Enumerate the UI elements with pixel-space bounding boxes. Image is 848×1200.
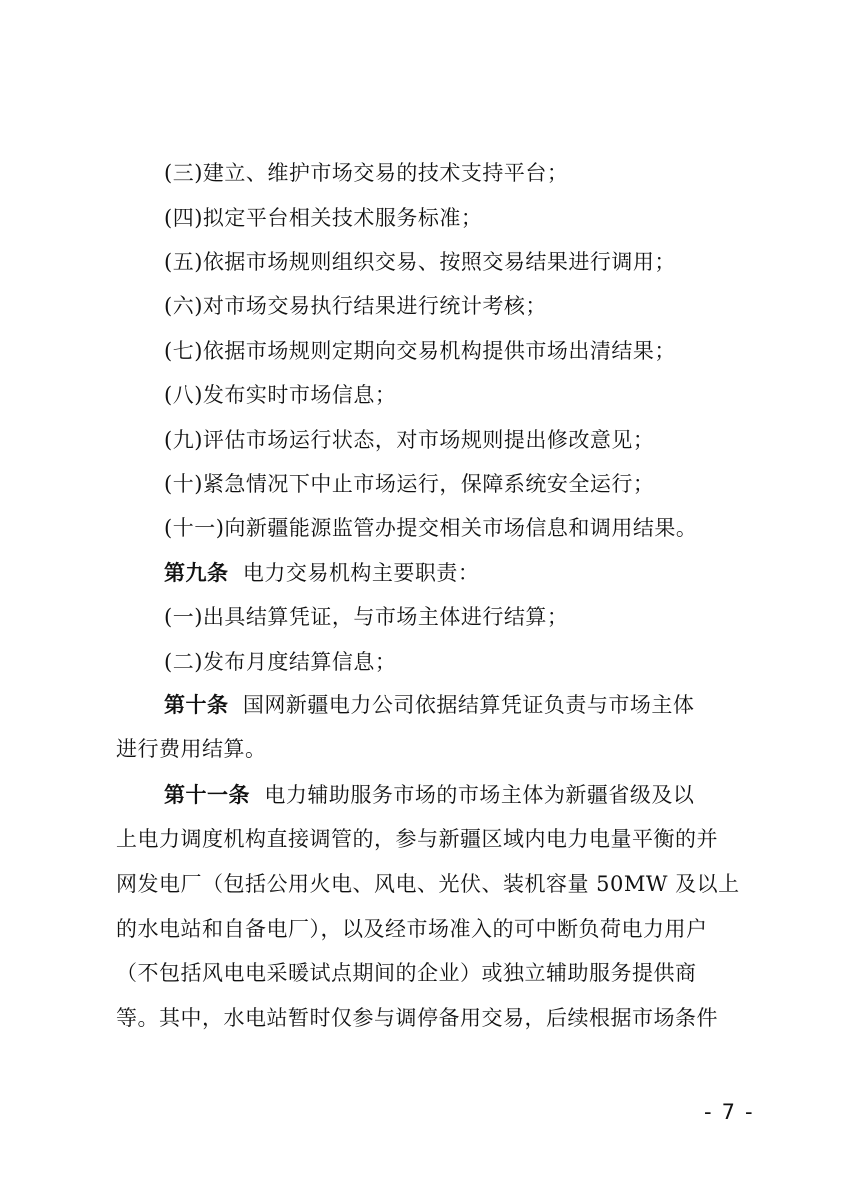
article-11-line-2: 上电力调度机构直接调管的，参与新疆区域内电力电量平衡的并 <box>116 827 718 851</box>
page-number-dash-right: - <box>744 1100 753 1124</box>
page-number-value: 7 <box>721 1100 735 1124</box>
article-11-line-3: 网发电厂（包括公用火电、风电、光伏、装机容量 50MW 及以上 <box>116 872 740 896</box>
page-number-dash-left: - <box>704 1100 712 1124</box>
article-11-line-1 <box>164 779 794 811</box>
list-item: (九)评估市场运行状态，对市场规则提出修改意见； <box>164 428 655 452</box>
list-item: (三)建立、维护市场交易的技术支持平台； <box>164 161 569 185</box>
list-item: (十)紧急情况下中止市场运行，保障系统安全运行； <box>164 472 655 496</box>
article-text: 电力交易机构主要职责： <box>242 561 480 585</box>
article-11-line-6: 等。其中，水电站暂时仅参与调停备用交易，后续根据市场条件 <box>116 1006 718 1030</box>
list-item: (一)出具结算凭证，与市场主体进行结算； <box>164 605 569 629</box>
article-heading: 第十条 <box>164 692 229 717</box>
list-item: (七)依据市场规则定期向交易机构提供市场出清结果； <box>164 339 676 363</box>
list-item: (四)拟定平台相关技术服务标准； <box>164 206 483 230</box>
list-item: (二)发布月度结算信息； <box>164 650 397 674</box>
article-11-line-5: （不包括风电电采暖试点期间的企业）或独立辅助服务提供商 <box>116 961 697 985</box>
article-10-line-1 <box>164 689 794 721</box>
list-item: (十一)向新疆能源监管办提交相关市场信息和调用结果。 <box>164 516 698 540</box>
list-item: (六)对市场交易执行结果进行统计考核； <box>164 294 547 318</box>
article-heading: 第九条 <box>164 560 229 585</box>
page-number <box>694 1098 763 1126</box>
article-11-line-4: 的水电站和自备电厂），以及经市场准入的可中断负荷电力用户 <box>116 917 708 941</box>
list-item: (八)发布实时市场信息； <box>164 383 397 407</box>
article-10-line-2: 进行费用结算。 <box>116 737 267 761</box>
article-9-paragraph <box>164 557 794 589</box>
article-heading: 第十一条 <box>164 782 250 807</box>
list-item: (五)依据市场规则组织交易、按照交易结果进行调用； <box>164 250 676 274</box>
article-text: 国网新疆电力公司依据结算凭证负责与市场主体 <box>242 693 695 717</box>
article-text: 电力辅助服务市场的市场主体为新疆省级及以 <box>264 783 695 807</box>
